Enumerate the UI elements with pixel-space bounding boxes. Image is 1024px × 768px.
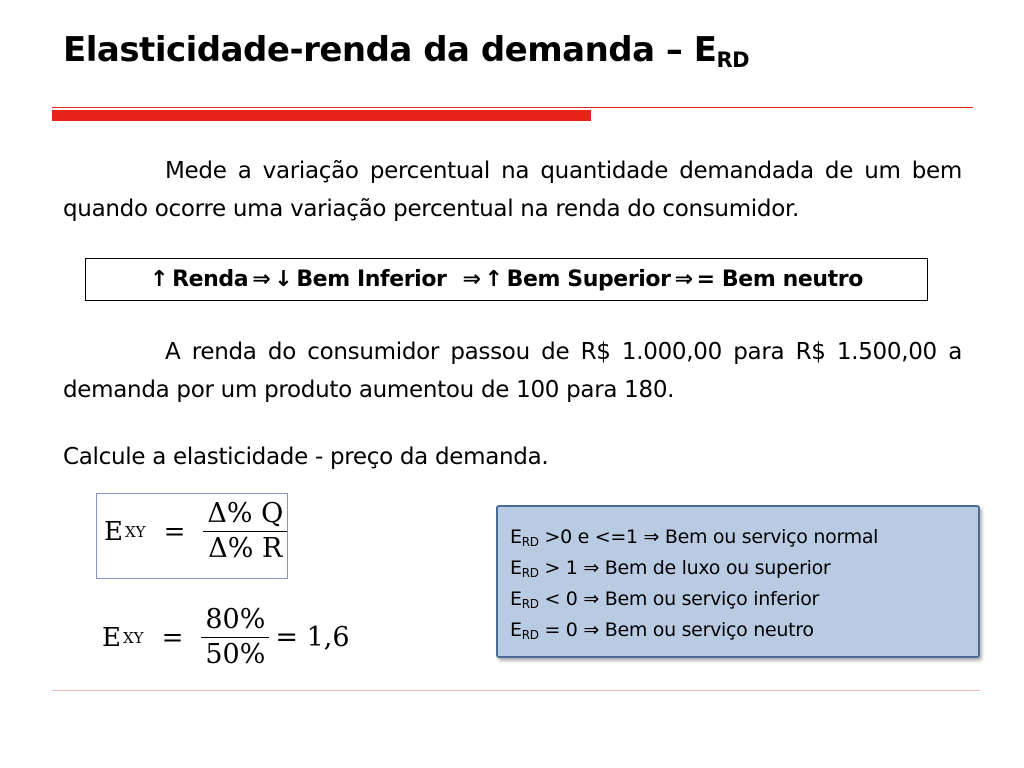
- rule-subscript: RD: [521, 597, 539, 611]
- rule-condition: = 0: [538, 619, 584, 641]
- numeric-fraction: [201, 603, 269, 672]
- rule-symbol: E: [510, 526, 522, 548]
- implies-icon: ⇒: [252, 267, 271, 292]
- numeric-formula: [102, 603, 350, 672]
- question-paragraph: [63, 438, 962, 476]
- formula-subscript: XY: [122, 628, 144, 647]
- rule-meaning: Bem ou serviço neutro: [598, 619, 814, 641]
- rule-neutral: [510, 617, 978, 648]
- rule-inferior: [510, 586, 978, 617]
- summary-income: Renda: [172, 267, 249, 292]
- rule-symbol: E: [510, 557, 522, 579]
- fraction-numerator: Δ% Q: [207, 498, 284, 529]
- definition-text: Mede a variação percentual na quantidade demandada de um bem quando ocorre uma variação percentual na renda do consumidor.: [63, 158, 962, 222]
- summary-inferior: Bem Inferior: [296, 267, 447, 292]
- question-text: Calcule a elasticidade - preço da demanda.: [63, 444, 549, 470]
- rules-box: [496, 505, 980, 658]
- fraction-denominator: Δ% R: [208, 533, 283, 565]
- general-fraction: [203, 497, 287, 566]
- rule-subscript: RD: [521, 566, 539, 580]
- implies-icon: ⇒: [583, 557, 599, 579]
- slide-title: [63, 30, 749, 72]
- rule-subscript: RD: [521, 628, 539, 642]
- up-arrow-icon: ↑: [484, 267, 503, 292]
- rule-condition: >0 e <=1: [538, 526, 644, 548]
- down-arrow-icon: ↓: [274, 267, 293, 292]
- formula-equals: =: [161, 622, 184, 653]
- fraction-denominator: 50%: [205, 639, 266, 671]
- formula-symbol: E: [104, 516, 123, 547]
- implies-icon: ⇒: [643, 526, 660, 548]
- general-formula: [104, 497, 287, 566]
- rule-symbol: E: [510, 588, 522, 610]
- title-text: Elasticidade-renda da demanda – E: [63, 30, 717, 70]
- formula-symbol: E: [102, 622, 121, 653]
- summary-superior: Bem Superior: [506, 267, 671, 292]
- title-accent-bar: [52, 110, 591, 121]
- implies-icon: ⇒: [674, 267, 693, 292]
- rule-meaning: Bem ou serviço normal: [659, 526, 879, 548]
- title-underline: [52, 107, 973, 108]
- problem-paragraph: [63, 333, 962, 409]
- rule-condition: > 1: [538, 557, 584, 579]
- footer-divider: [52, 690, 980, 691]
- rule-condition: < 0: [538, 588, 584, 610]
- rule-subscript: RD: [521, 535, 539, 549]
- rule-meaning: Bem ou serviço inferior: [598, 588, 820, 610]
- formula-subscript: XY: [124, 522, 146, 541]
- definition-paragraph: [63, 152, 962, 228]
- implies-icon: ⇒: [462, 267, 481, 292]
- title-subscript: RD: [716, 48, 750, 72]
- implies-icon: ⇒: [583, 588, 599, 610]
- fraction-numerator: 80%: [205, 604, 266, 635]
- up-arrow-icon: ↑: [150, 267, 169, 292]
- rule-luxury: [510, 555, 978, 586]
- problem-text: A renda do consumidor passou de R$ 1.000,00 para R$ 1.500,00 a demanda por um produto aumentou de 100 para 180.: [63, 339, 962, 403]
- formula-result: = 1,6: [275, 622, 350, 654]
- summary-box: [85, 258, 928, 301]
- rule-normal: [510, 524, 978, 555]
- rule-symbol: E: [510, 619, 522, 641]
- implies-icon: ⇒: [583, 619, 599, 641]
- summary-neutral: = Bem neutro: [696, 267, 863, 292]
- formula-equals: =: [163, 516, 186, 547]
- rule-meaning: Bem de luxo ou superior: [598, 557, 831, 579]
